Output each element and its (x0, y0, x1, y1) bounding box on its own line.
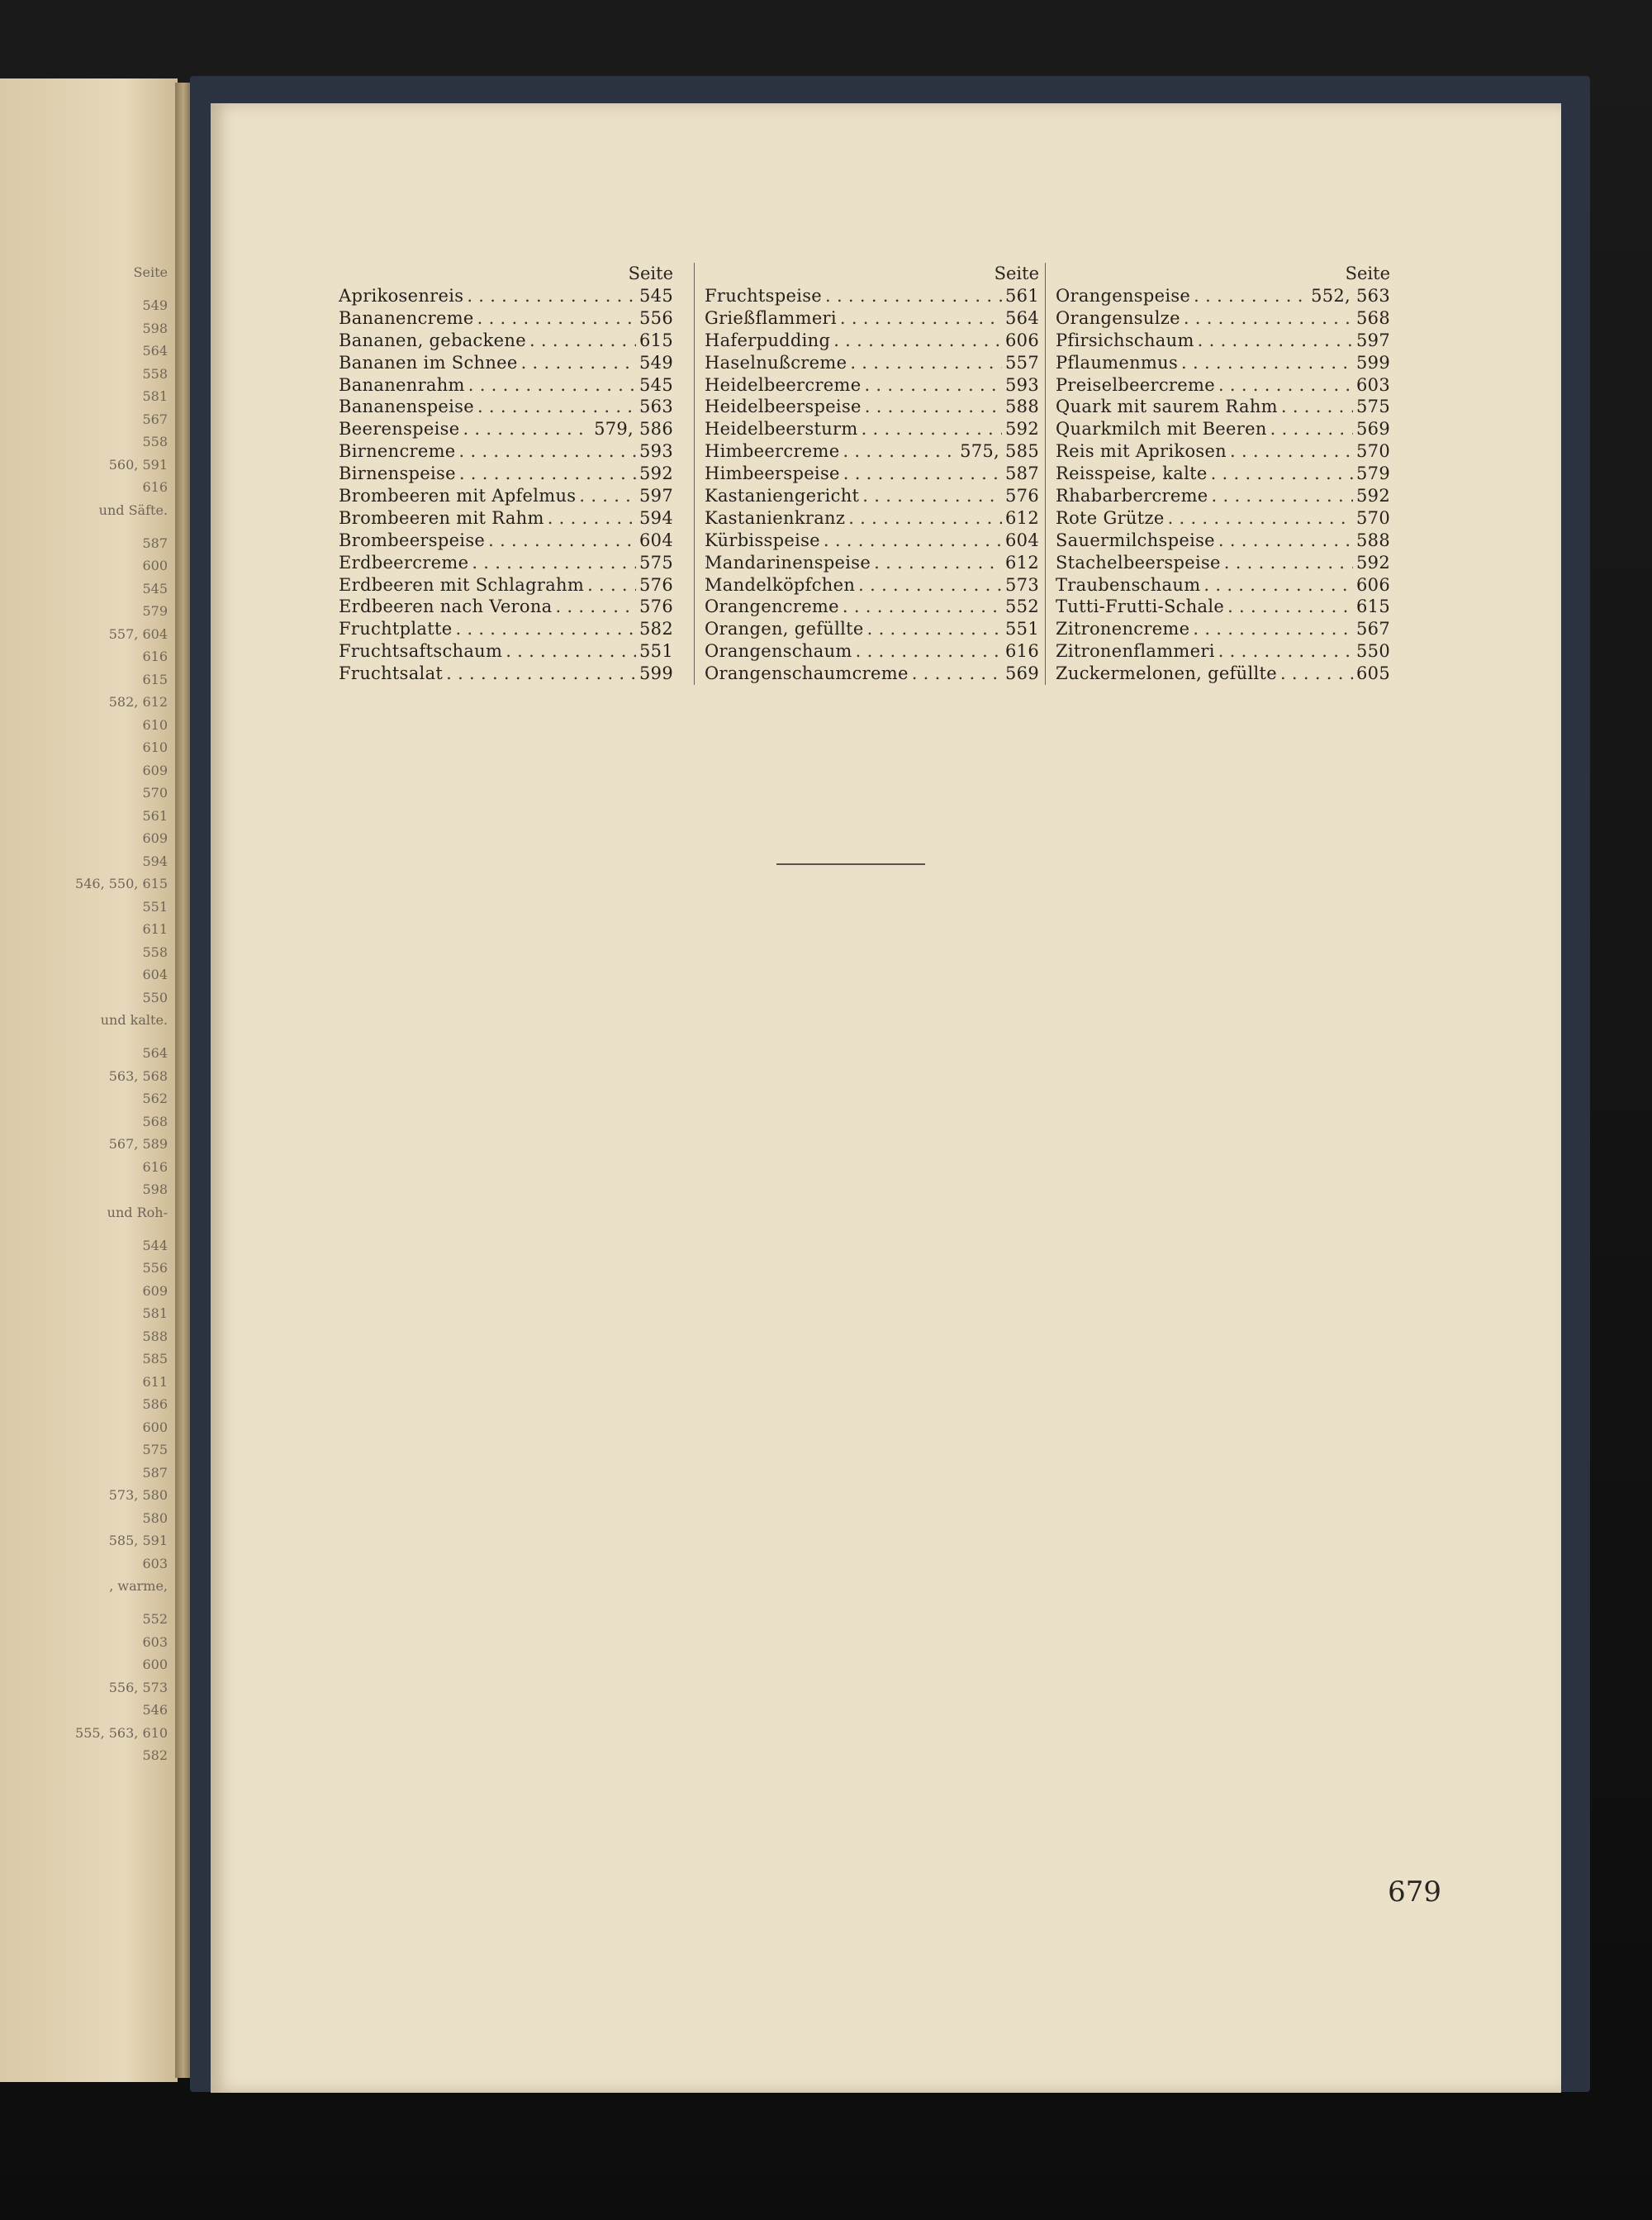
index-entry (1056, 574, 1390, 597)
index-entry (339, 463, 673, 485)
leader-dots (912, 663, 1002, 685)
index-entry (339, 440, 673, 463)
entry-name: Orangenschaumcreme (705, 663, 909, 684)
index-entry (705, 618, 1039, 640)
index-entry (1056, 330, 1390, 352)
entry-name: Preiselbeercreme (1056, 374, 1215, 395)
leader-dots (840, 307, 1002, 330)
index-entry (705, 485, 1039, 507)
left-page-text: 616 (142, 1158, 168, 1175)
entry-name: Fruchtplatte (339, 619, 453, 639)
leader-dots (850, 352, 1002, 374)
left-page-text: 567 (142, 411, 168, 427)
index-entry (1056, 640, 1390, 663)
entry-name: Beerenspeise (339, 419, 460, 440)
left-page-text: 587 (142, 1464, 168, 1481)
index-entry (339, 663, 673, 685)
leader-dots (1281, 396, 1353, 418)
index-entry (705, 418, 1039, 440)
index-entry (1056, 596, 1390, 618)
entry-name: Erdbeercreme (339, 552, 469, 573)
index-entry (339, 507, 673, 530)
entry-name: Rhabarbercreme (1056, 486, 1208, 506)
entry-page: 563 (639, 397, 673, 417)
index-entry (339, 352, 673, 374)
entry-name: Bananencreme (339, 307, 474, 328)
entry-name: Mandelköpfchen (705, 574, 856, 595)
left-page-text: 556, 573 (108, 1679, 168, 1695)
left-page-text: 585, 591 (108, 1533, 168, 1548)
leader-dots (867, 618, 1002, 640)
index-entry (339, 307, 673, 330)
section-end-rule (776, 863, 925, 865)
leader-dots (488, 530, 636, 552)
entry-page: 552, 563 (1311, 286, 1390, 306)
index-entry (339, 552, 673, 574)
left-page-text: 558 (142, 365, 168, 382)
entry-name: Kürbisspeise (705, 530, 820, 550)
entry-page: 573 (1005, 574, 1039, 595)
leader-dots (1280, 663, 1353, 685)
leader-dots (1211, 463, 1353, 485)
entry-name: Heidelbeersturm (705, 419, 858, 440)
entry-page: 604 (1005, 530, 1039, 550)
entry-name: Brombeerspeise (339, 530, 486, 550)
entry-name: Kastanienkranz (705, 507, 846, 528)
entry-name: Quark mit saurem Rahm (1056, 397, 1278, 417)
index-entry (705, 552, 1039, 574)
entry-page: 575 (1356, 397, 1390, 417)
left-page-text: 616 (142, 649, 168, 664)
entry-page: 593 (1005, 374, 1039, 395)
entry-page: 616 (1005, 641, 1039, 662)
leader-dots (824, 530, 1002, 552)
index-entry (705, 574, 1039, 597)
entry-name: Fruchtsaftschaum (339, 641, 503, 662)
left-page-text: 609 (142, 762, 168, 778)
entry-name: Orangenspeise (1056, 286, 1191, 306)
left-page-text: 594 (142, 853, 168, 869)
book-spine (175, 83, 192, 2078)
index-entry (705, 352, 1039, 374)
entry-name: Reis mit Aprikosen (1056, 441, 1227, 462)
entry-name: Orangencreme (705, 597, 839, 617)
entry-name: Zitronenflammeri (1056, 641, 1215, 662)
index-entry (1056, 440, 1390, 463)
entry-page: 557 (1005, 352, 1039, 373)
entry-name: Orangen, gefüllte (705, 619, 864, 639)
left-page-text: 598 (142, 320, 168, 336)
leader-dots (579, 485, 636, 507)
left-page-text: 568 (142, 1113, 168, 1129)
index-entry (339, 285, 673, 307)
index-entry (339, 596, 673, 618)
leader-dots (865, 396, 1002, 418)
leader-dots (506, 640, 636, 663)
index-entry (1056, 307, 1390, 330)
index-entry (705, 507, 1039, 530)
entry-page: 615 (1356, 597, 1390, 617)
left-page-text: 551 (142, 898, 168, 915)
index-entry (1056, 663, 1390, 685)
entry-name: Brombeeren mit Apfelmus (339, 486, 577, 506)
left-page-text: und Säfte. (98, 502, 168, 518)
index-entry (1056, 418, 1390, 440)
column-header: Seite (994, 264, 1039, 283)
entry-page: 570 (1356, 507, 1390, 528)
entry-name: Reisspeise, kalte (1056, 463, 1208, 484)
entry-page: 576 (639, 597, 673, 617)
index-entry (1056, 507, 1390, 530)
left-page-text: 600 (142, 1657, 168, 1672)
entry-name: Himbeercreme (705, 441, 840, 462)
index-entry (1056, 352, 1390, 374)
entry-name: Haselnußcreme (705, 352, 847, 373)
leader-dots (1212, 485, 1353, 507)
left-page-text: 560, 591 (108, 456, 168, 473)
entry-page: 597 (639, 486, 673, 506)
index-column-2 (694, 263, 1039, 685)
index-entry (705, 330, 1039, 352)
left-page-text: 556 (142, 1260, 168, 1276)
leader-dots (477, 307, 636, 330)
index-page (211, 103, 1561, 2093)
leader-dots (555, 596, 636, 618)
leader-dots (874, 552, 1002, 574)
index-entry (705, 396, 1039, 418)
entry-page: 587 (1005, 463, 1039, 484)
entry-page: 579, 586 (594, 419, 673, 440)
leader-dots (1194, 285, 1308, 307)
entry-page: 551 (639, 641, 673, 662)
left-page-text: 549 (142, 297, 168, 313)
left-page-text: 545 (142, 580, 168, 597)
left-page-text: 544 (142, 1237, 168, 1253)
page-number: 679 (1388, 1875, 1441, 1909)
entry-name: Fruchtspeise (705, 286, 823, 306)
entry-page: 599 (1356, 352, 1390, 373)
entry-name: Brombeeren mit Rahm (339, 507, 544, 528)
left-page-text: 600 (142, 1419, 168, 1435)
left-page-text: 603 (142, 1555, 168, 1571)
index-column-3 (1045, 263, 1390, 685)
left-page-text: 550 (142, 989, 168, 1005)
left-page-text: 546, 550, 615 (75, 876, 168, 891)
leader-dots (472, 552, 636, 574)
index-entry (339, 374, 673, 397)
index-entry (1056, 463, 1390, 485)
left-page-text: 610 (142, 716, 168, 733)
entry-name: Bananen, gebackene (339, 330, 526, 350)
left-page-text: 616 (142, 479, 168, 495)
index-entry (339, 618, 673, 640)
leader-dots (858, 574, 1002, 597)
leader-dots (1181, 352, 1353, 374)
entry-name: Birnenspeise (339, 463, 456, 484)
left-page-text: 588 (142, 1328, 168, 1344)
entry-name: Himbeerspeise (705, 463, 840, 484)
leader-dots (1224, 552, 1353, 574)
index-entry (705, 640, 1039, 663)
left-page-text: 580 (142, 1509, 168, 1526)
entry-page: 556 (639, 307, 673, 328)
left-page-text: 611 (142, 1373, 168, 1390)
entry-page: 551 (1005, 619, 1039, 639)
index-entry (1056, 285, 1390, 307)
index-entry (705, 530, 1039, 552)
leader-dots (467, 285, 636, 307)
left-page-text: , warme, (109, 1578, 168, 1594)
leader-dots (1203, 574, 1353, 597)
entry-name: Bananen im Schnee (339, 352, 518, 373)
entry-name: Bananenspeise (339, 397, 474, 417)
left-page-text: 609 (142, 1282, 168, 1299)
leader-dots (862, 418, 1002, 440)
leader-dots (1218, 374, 1353, 397)
entry-name: Heidelbeercreme (705, 374, 862, 395)
entry-page: 588 (1356, 530, 1390, 550)
leader-dots (1168, 507, 1353, 530)
entry-page: 592 (639, 463, 673, 484)
left-page-text: 585 (142, 1351, 168, 1367)
entry-name: Kastaniengericht (705, 486, 860, 506)
left-page-text: 610 (142, 739, 168, 755)
leader-dots (843, 463, 1002, 485)
entry-name: Haferpudding (705, 330, 831, 350)
index-entry (705, 463, 1039, 485)
left-page-fragment (0, 78, 178, 2082)
index-entry (705, 663, 1039, 685)
entry-page: 605 (1356, 663, 1390, 684)
entry-page: 575, 585 (960, 441, 1039, 462)
entry-name: Mandarinenspeise (705, 552, 871, 573)
entry-page: 592 (1356, 486, 1390, 506)
leader-dots (455, 618, 636, 640)
entry-page: 594 (639, 507, 673, 528)
left-page-text: und Roh- (107, 1204, 168, 1220)
entry-name: Zuckermelonen, gefüllte (1056, 663, 1277, 684)
leader-dots (1184, 307, 1353, 330)
left-page-text: 573, 580 (108, 1487, 168, 1503)
index-entry (339, 485, 673, 507)
entry-name: Traubenschaum (1056, 574, 1201, 595)
entry-name: Birnencreme (339, 441, 456, 462)
leader-dots (529, 330, 636, 352)
leader-dots (1270, 418, 1353, 440)
left-page-text: 552 (142, 1611, 168, 1627)
column-header: Seite (628, 264, 673, 283)
entry-page: 582 (639, 619, 673, 639)
entry-name: Quarkmilch mit Beeren (1056, 419, 1267, 440)
leader-dots (843, 440, 957, 463)
left-page-text: 557, 604 (108, 625, 168, 642)
entry-page: 579 (1356, 463, 1390, 484)
index-entry (1056, 396, 1390, 418)
left-page-text: 598 (142, 1181, 168, 1197)
leader-dots (459, 440, 636, 463)
left-page-text: 582, 612 (108, 694, 168, 710)
left-page-text: 555, 563, 610 (75, 1724, 168, 1741)
index-entry (1056, 618, 1390, 640)
left-page-text: 564 (142, 343, 168, 359)
entry-page: 569 (1356, 419, 1390, 440)
index-entry (339, 330, 673, 352)
index-entry (339, 396, 673, 418)
index-entry (705, 285, 1039, 307)
leader-dots (856, 640, 1002, 663)
entry-name: Orangenschaum (705, 641, 852, 662)
entry-page: 567 (1356, 619, 1390, 639)
entry-page: 604 (639, 530, 673, 550)
left-page-text: 558 (142, 944, 168, 960)
entry-page: 545 (639, 286, 673, 306)
entry-page: 606 (1356, 574, 1390, 595)
entry-page: 592 (1005, 419, 1039, 440)
leader-dots (864, 374, 1002, 397)
leader-dots (843, 596, 1002, 618)
entry-page: 575 (639, 552, 673, 573)
left-page-text: und kalte. (100, 1012, 168, 1028)
leader-dots (521, 352, 636, 374)
leader-dots (468, 374, 636, 397)
entry-name: Tutti-Frutti-Schale (1056, 597, 1225, 617)
leader-dots (1198, 330, 1353, 352)
leader-dots (1218, 640, 1353, 663)
left-page-text: 575 (142, 1442, 168, 1457)
leader-dots (463, 418, 591, 440)
entry-name: Aprikosenreis (339, 286, 464, 306)
entry-name: Erdbeeren nach Verona (339, 597, 553, 617)
leader-dots (848, 507, 1002, 530)
entry-page: 593 (639, 441, 673, 462)
entry-page: 570 (1356, 441, 1390, 462)
leader-dots (587, 574, 636, 597)
left-page-text: 561 (142, 807, 168, 824)
index-entry (1056, 374, 1390, 397)
leader-dots (548, 507, 636, 530)
index-entry (1056, 552, 1390, 574)
entry-page: 615 (639, 330, 673, 350)
leader-dots (1193, 618, 1353, 640)
left-page-text: 564 (142, 1045, 168, 1061)
index-entry (705, 374, 1039, 397)
left-page-text: 586 (142, 1396, 168, 1412)
entry-page: 606 (1005, 330, 1039, 350)
left-page-text: Seite (133, 264, 168, 280)
entry-page: 612 (1005, 507, 1039, 528)
entry-name: Fruchtsalat (339, 663, 444, 684)
entry-name: Heidelbeerspeise (705, 397, 862, 417)
left-page-text: 579 (142, 603, 168, 619)
entry-page: 550 (1356, 641, 1390, 662)
left-page-text: 558 (142, 434, 168, 449)
leader-dots (477, 396, 636, 418)
entry-name: Sauermilchspeise (1056, 530, 1215, 550)
index-entry (705, 307, 1039, 330)
entry-name: Zitronencreme (1056, 619, 1190, 639)
left-page-text: 581 (142, 1305, 168, 1321)
entry-page: 561 (1005, 286, 1039, 306)
left-page-text: 570 (142, 785, 168, 801)
left-page-text: 603 (142, 1633, 168, 1650)
index-entry (1056, 485, 1390, 507)
entry-name: Pflaumenmus (1056, 352, 1179, 373)
entry-name: Pfirsichschaum (1056, 330, 1194, 350)
index-entry (705, 440, 1039, 463)
entry-page: 592 (1356, 552, 1390, 573)
entry-page: 612 (1005, 552, 1039, 573)
left-page-text: 609 (142, 830, 168, 846)
entry-page: 576 (639, 574, 673, 595)
left-page-text: 600 (142, 558, 168, 573)
entry-page: 545 (639, 374, 673, 395)
column-header: Seite (1345, 264, 1390, 283)
leader-dots (1218, 530, 1353, 552)
entry-name: Stachelbeerspeise (1056, 552, 1221, 573)
entry-name: Bananenrahm (339, 374, 465, 395)
entry-page: 569 (1005, 663, 1039, 684)
index-entry (339, 418, 673, 440)
entry-name: Grießflammeri (705, 307, 837, 328)
left-page-text: 546 (142, 1702, 168, 1718)
left-page-text: 611 (142, 921, 168, 937)
leader-dots (862, 485, 1002, 507)
left-page-text: 582 (142, 1747, 168, 1763)
index-entry (339, 530, 673, 552)
entry-page: 588 (1005, 397, 1039, 417)
left-page-text: 562 (142, 1091, 168, 1106)
left-page-text: 604 (142, 967, 168, 982)
left-page-text: 581 (142, 388, 168, 404)
leader-dots (446, 663, 636, 685)
left-page-text: 563, 568 (108, 1067, 168, 1084)
entry-page: 568 (1356, 307, 1390, 328)
entry-page: 564 (1005, 307, 1039, 328)
left-page-text: 567, 589 (108, 1136, 168, 1152)
entry-page: 597 (1356, 330, 1390, 350)
entry-page: 549 (639, 352, 673, 373)
index-column-1 (339, 263, 673, 685)
entry-page: 603 (1356, 374, 1390, 395)
entry-page: 576 (1005, 486, 1039, 506)
entry-name: Orangensulze (1056, 307, 1180, 328)
leader-dots (833, 330, 1002, 352)
entry-page: 552 (1005, 597, 1039, 617)
entry-page: 599 (639, 663, 673, 684)
leader-dots (1230, 440, 1353, 463)
left-page-text: 587 (142, 535, 168, 551)
index-entry (1056, 530, 1390, 552)
leader-dots (825, 285, 1002, 307)
entry-name: Rote Grütze (1056, 507, 1165, 528)
left-page-text: 615 (142, 671, 168, 687)
leader-dots (459, 463, 636, 485)
index-entry (339, 640, 673, 663)
index-entry (339, 574, 673, 597)
leader-dots (1227, 596, 1353, 618)
index-entry (705, 596, 1039, 618)
entry-name: Erdbeeren mit Schlagrahm (339, 574, 585, 595)
